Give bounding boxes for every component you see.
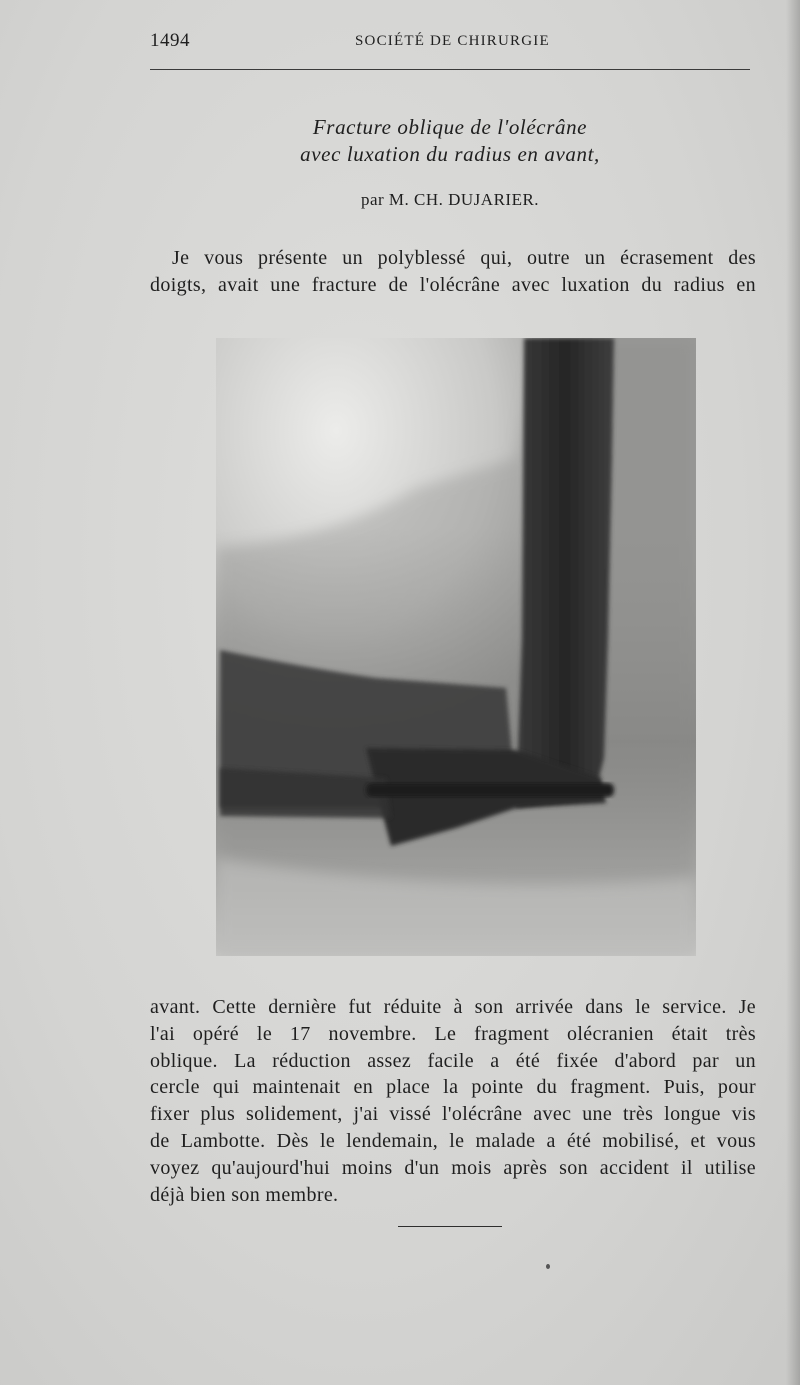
text-line: de Lambotte. Dès le lendemain, le malade a été mobilisé, et vous <box>150 1129 756 1152</box>
text-line: l'ai opéré le 17 novembre. Le fragment olécranien était très <box>150 1022 756 1045</box>
header-rule <box>150 69 750 70</box>
lambotte-screw <box>366 783 614 797</box>
ink-speck <box>546 1264 550 1269</box>
text-line: déjà bien son membre. <box>150 1183 339 1206</box>
running-head <box>150 30 750 56</box>
section-end-rule <box>398 1226 502 1227</box>
article-title <box>150 114 750 168</box>
author-byline: par M. CH. DUJARIER. <box>360 190 540 209</box>
journal-title: SOCIÉTÉ DE CHIRURGIE <box>355 33 550 49</box>
paragraph-main <box>150 994 756 1208</box>
text-line: fixer plus solidement, j'ai vissé l'olécrâne avec une très longue vis <box>150 1103 756 1126</box>
vertical-bone-shaft <box>516 338 614 808</box>
article-title-line-2: avec luxation du radius en avant, <box>300 142 600 166</box>
article-title-line-1: Fracture oblique de l'olécrâne <box>312 115 588 139</box>
text-line: oblique. La réduction assez facile a été fixée d'abord par un <box>150 1049 756 1072</box>
text-line: cercle qui maintenait en place la pointe du fragment. Puis, pour <box>150 1076 756 1099</box>
text-line: doigts, avait une fracture de l'olécrâne avec luxation du radius en <box>150 273 756 296</box>
page-edge-shadow <box>786 0 800 1385</box>
radiograph-figure <box>216 338 696 956</box>
text-line: Je vous présente un polyblessé qui, outre un écrasement des <box>172 247 756 269</box>
text-line: voyez qu'aujourd'hui moins d'un mois après son accident il utilise <box>150 1156 756 1179</box>
text-line: avant. Cette dernière fut réduite à son arrivée dans le service. Je <box>150 996 756 1018</box>
page-number: 1494 <box>150 30 190 51</box>
paragraph-intro <box>150 245 756 299</box>
